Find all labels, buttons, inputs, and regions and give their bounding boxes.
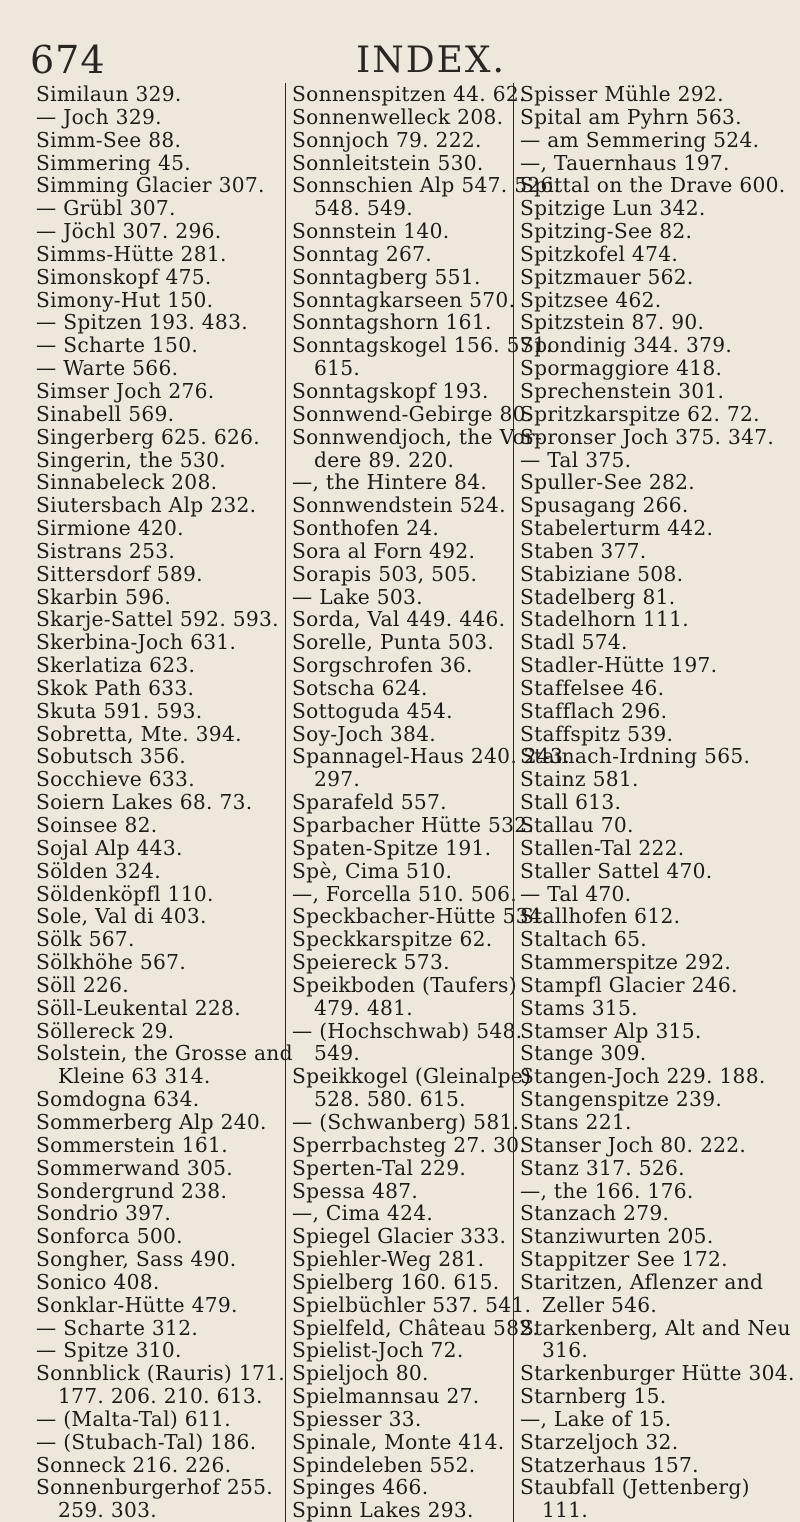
index-entry: Sojal Alp 443. [36,835,183,860]
index-entry: Stadelhorn 111. [520,607,689,632]
index-entry: Skarje-Sattel 592. 593. [36,607,279,632]
index-entry: Sparafeld 557. [292,790,447,815]
index-entry: Simmering 45. [36,150,191,175]
index-entry: Sobretta, Mte. 394. [36,721,242,746]
index-entry: Staritzen, Aflenzer and [520,1269,764,1294]
index-entry: Stappitzer See 172. [520,1247,728,1272]
index-entry: Stammerspitze 292. [520,950,732,975]
index-entry: Spitzige Lun 342. [520,196,706,221]
index-entry: — (Malta-Tal) 611. [36,1406,231,1431]
index-entry: Sorda, Val 449. 446. [292,607,506,632]
index-entry: —, Forcella 510. 506. [292,881,517,906]
index-entry: Stadl 574. [520,630,628,655]
index-entry-continuation: 316. [542,1338,589,1363]
index-entry: Sonnwend-Gebirge 80. [292,401,533,426]
index-entry: Songher, Sass 490. [36,1247,237,1272]
index-entry: Spronser Joch 375. 347. [520,424,775,449]
index-entry: Sonnschien Alp 547. 526. [292,173,561,198]
index-entry: Spieljoch 80. [292,1361,429,1386]
index-entry: Spaten-Spitze 191. [292,835,492,860]
index-entry: Skerbina-Joch 631. [36,630,237,655]
index-entry-continuation: 548. 549. [314,196,414,221]
index-entry: —, the 166. 176. [520,1178,694,1203]
index-entry: Socchieve 633. [36,767,195,792]
index-entry: Sperrbachsteg 27. 30. [292,1132,526,1157]
index-entry-continuation: 479. 481. [314,995,414,1020]
index-entry-continuation: 111. [542,1498,589,1522]
index-entry: Sprechenstein 301. [520,378,725,403]
index-entry: Spittal on the Drave 600. [520,173,786,198]
index-entry: Stans 221. [520,1109,632,1134]
index-entry: Sonnenspitzen 44. 62. [292,82,526,106]
index-entry: Sonnenburgerhof 255. [36,1475,274,1500]
index-entry-continuation: Kleine 63 314. [58,1064,211,1089]
index-entry: Sora al Forn 492. [292,538,476,563]
index-entry: Simonskopf 475. [36,264,212,289]
index-entry: —, Lake of 15. [520,1406,672,1431]
index-entry: Simming Glacier 307. [36,173,265,198]
index-entry-continuation: 259. 303. [58,1498,158,1522]
index-entry: Sistrans 253. [36,538,176,563]
index-entry: Spormaggiore 418. [520,356,723,381]
index-entry: Spindeleben 552. [292,1452,476,1477]
index-entry: Spiegel Glacier 333. [292,1224,507,1249]
index-entry: Starkenburger Hütte 304. [520,1361,795,1386]
index-entry: Spinges 466. [292,1475,429,1500]
index-entry: — Tal 470. [520,881,632,906]
index-entry: Sommerberg Alp 240. [36,1109,267,1134]
index-entry: Skerlatiza 623. [36,653,196,678]
index-entry-continuation: 615. [314,356,361,381]
index-entry-continuation: 528. 580. 615. [314,1087,466,1112]
index-entry: Sonforca 500. [36,1224,183,1249]
index-entry: Simser Joch 276. [36,378,215,403]
index-entry-continuation: Zeller 546. [542,1292,658,1317]
index-entry: Starnberg 15. [520,1384,667,1409]
index-entry: Spitzmauer 562. [520,264,694,289]
page-number: 674 [30,38,106,82]
index-entry: Staller Sattel 470. [520,858,713,883]
index-entry: — Lake 503. [292,584,423,609]
index-entry: Stainach-Irdning 565. [520,744,751,769]
index-entry: Speckbacher-Hütte 534. [292,904,549,929]
index-entry: Spuller-See 282. [520,470,695,495]
index-entry-continuation: 549. [314,1041,361,1066]
index-entry: Söllereck 29. [36,1018,175,1043]
index-entry: Staffspitz 539. [520,721,674,746]
index-entry: Spessa 487. [292,1178,419,1203]
index-entry: —, Tauernhaus 197. [520,150,730,175]
index-entry: Stampfl Glacier 246. [520,972,738,997]
index-entry: Stanzach 279. [520,1201,670,1226]
index-entry: Simm-See 88. [36,127,182,152]
index-entry: Spielbüchler 537. 541. [292,1292,532,1317]
index-entry: Sonnwendstein 524. [292,493,506,518]
index-entry: Sonklar-Hütte 479. [36,1292,238,1317]
index-entry: Staubfall (Jettenberg) [520,1475,750,1500]
index-entry: Spital am Pyhrn 563. [520,104,742,129]
index-entry: Simms-Hütte 281. [36,241,227,266]
index-entry: — Jöchl 307. 296. [36,219,222,244]
index-entry: Stangen-Joch 229. 188. [520,1064,766,1089]
index-entry: Spritzkarspitze 62. 72. [520,401,760,426]
index-entry: Spielfeld, Château 582. [292,1315,540,1340]
index-entry: Sinabell 569. [36,401,175,426]
index-entry: Staffelsee 46. [520,675,665,700]
index-entry: Skok Path 633. [36,675,195,700]
index-entry: Siutersbach Alp 232. [36,493,257,518]
index-entry: — Grübl 307. [36,196,176,221]
index-entry-continuation: dere 89. 220. [314,447,455,472]
index-entry: Spiesser 33. [292,1406,422,1431]
index-entry: Söldenköpfl 110. [36,881,214,906]
index-entry: Soiern Lakes 68. 73. [36,790,253,815]
index-entry: —, the Hintere 84. [292,470,488,495]
index-column-1 [36,82,293,1522]
index-entry: Stafflach 296. [520,698,668,723]
index-entry: Speckkarspitze 62. [292,927,493,952]
index-entry: Stange 309. [520,1041,647,1066]
index-entry: Speikboden (Taufers) [292,972,517,997]
index-entry: — am Semmering 524. [520,127,760,152]
index-entry: Spielmannsau 27. [292,1384,480,1409]
index-entry: Stall 613. [520,790,622,815]
index-entry: Stanziwurten 205. [520,1224,714,1249]
index-entry: Stangenspitze 239. [520,1087,723,1112]
index-entry: Stainz 581. [520,767,639,792]
index-entry: Statzerhaus 157. [520,1452,699,1477]
index-entry: Stallhofen 612. [520,904,681,929]
index-entry: Stanser Joch 80. 222. [520,1132,747,1157]
index-entry: Sonntagskogel 156. 571. [292,333,553,358]
index-entry: —, Cima 424. [292,1201,434,1226]
index-entry: — (Schwanberg) 581. [292,1109,520,1134]
running-head: INDEX. [356,40,506,81]
index-entry: Spitzkofel 474. [520,241,679,266]
index-entry: Sparbacher Hütte 532. [292,813,535,837]
index-entry: Sölk 567. [36,927,135,952]
index-column-3 [513,82,795,1522]
index-entry: Sonntagskopf 193. [292,378,489,403]
index-entry: Sonnenwelleck 208. [292,104,504,129]
index-entry: — Scharte 312. [36,1315,199,1340]
index-entry: Stams 315. [520,995,638,1020]
index-entry: Spinale, Monte 414. [292,1429,505,1454]
index-entry: Sondrio 397. [36,1201,172,1226]
index-entry: Skuta 591. 593. [36,698,203,723]
index-entry: Spielist-Joch 72. [292,1338,464,1363]
index-entry: Stallen-Tal 222. [520,835,685,860]
index-entry: Stabelerturm 442. [520,516,714,541]
index-entry: Spitzstein 87. 90. [520,310,705,335]
index-entry: Similaun 329. [36,82,182,106]
index-entry-continuation: 297. [314,767,361,792]
index-entry: — Spitzen 193. 483. [36,310,248,335]
index-entry: Spinn Lakes 293. [292,1498,474,1522]
index-entry: — Scharte 150. [36,333,199,358]
index-entry: Sommerstein 161. [36,1132,228,1157]
index-entry: Sonnleitstein 530. [292,150,484,175]
index-entry: Somdogna 634. [36,1087,200,1112]
index-entry: Stamser Alp 315. [520,1018,702,1043]
index-entry: Solstein, the Grosse and [36,1041,293,1066]
index-entry: Spannagel-Haus 240. 243. [292,744,570,769]
index-entry: Skarbin 596. [36,584,172,609]
index-entry: Soinsee 82. [36,813,158,837]
index-entry: Sottoguda 454. [292,698,453,723]
index-entry: Sobutsch 356. [36,744,186,769]
index-entry: Stanz 317. 526. [520,1155,685,1180]
index-entry: Staben 377. [520,538,647,563]
index-entry: Sperten-Tal 229. [292,1155,467,1180]
index-entry: Soy-Joch 384. [292,721,437,746]
index-entry: Sonnstein 140. [292,219,450,244]
index-entry: Sondergrund 238. [36,1178,228,1203]
index-entry: Sonico 408. [36,1269,160,1294]
index-entry: Sonntagshorn 161. [292,310,492,335]
index-entry: Spiehler-Weg 281. [292,1247,485,1272]
index-entry: Sotscha 624. [292,675,428,700]
index-entry: Sittersdorf 589. [36,561,203,586]
index-entry: Singerin, the 530. [36,447,226,472]
index-entry: Starkenberg, Alt and Neu [520,1315,791,1340]
index-entry: Sirmione 420. [36,516,184,541]
index-entry: — Warte 566. [36,356,179,381]
index-entry: Singerberg 625. 626. [36,424,260,449]
index-entry: Spielberg 160. 615. [292,1269,500,1294]
index-entry: Sonnwendjoch, the Vor- [292,424,543,449]
index-entry: Starzeljoch 32. [520,1429,679,1454]
index-entry: Stabiziane 508. [520,561,684,586]
index-entry: Söll 226. [36,972,129,997]
index-entry: Speiereck 573. [292,950,450,975]
index-entry: Sonneck 216. 226. [36,1452,232,1477]
index-entry: Spè, Cima 510. [292,858,453,883]
index-entry: Sölkhöhe 567. [36,950,187,975]
index-entry: — (Stubach-Tal) 186. [36,1429,257,1454]
index-entry: Speikkogel (Gleinalpe) [292,1064,532,1089]
index-entry: Sorapis 503, 505. [292,561,478,586]
index-entry: Sonnjoch 79. 222. [292,127,482,152]
index-entry: Sonthofen 24. [292,516,440,541]
index-entry: Sorelle, Punta 503. [292,630,495,655]
index-entry: Sonntagkarseen 570. [292,287,516,312]
index-entry: Stadelberg 81. [520,584,676,609]
index-entry: — Spitze 310. [36,1338,182,1363]
index-entry: Spondinig 344. 379. [520,333,733,358]
index-entry: Sonntag 267. [292,241,433,266]
index-entry: Spisser Mühle 292. [520,82,724,106]
index-entry-continuation: 177. 206. 210. 613. [58,1384,263,1409]
index-entry: — (Hochschwab) 548. [292,1018,523,1043]
index-entry: Sonntagberg 551. [292,264,481,289]
index-entry: Spitzing-See 82. [520,219,693,244]
index-entry: Sorgschrofen 36. [292,653,473,678]
index-entry: Sommerwand 305. [36,1155,233,1180]
index-entry: Staltach 65. [520,927,648,952]
index-entry: Stadler-Hütte 197. [520,653,718,678]
index-entry: Spusagang 266. [520,493,689,518]
index-entry: — Tal 375. [520,447,632,472]
index-entry: Sonnblick (Rauris) 171. [36,1361,285,1386]
index-entry: Söll-Leukental 228. [36,995,241,1020]
index-entry: Simony-Hut 150. [36,287,214,312]
index-entry: Sole, Val di 403. [36,904,207,929]
index-entry: — Joch 329. [36,104,162,129]
index-entry: Stallau 70. [520,813,634,837]
index-entry: Spitzsee 462. [520,287,662,312]
index-entry: Sinnabeleck 208. [36,470,218,495]
index-entry: Sölden 324. [36,858,161,883]
